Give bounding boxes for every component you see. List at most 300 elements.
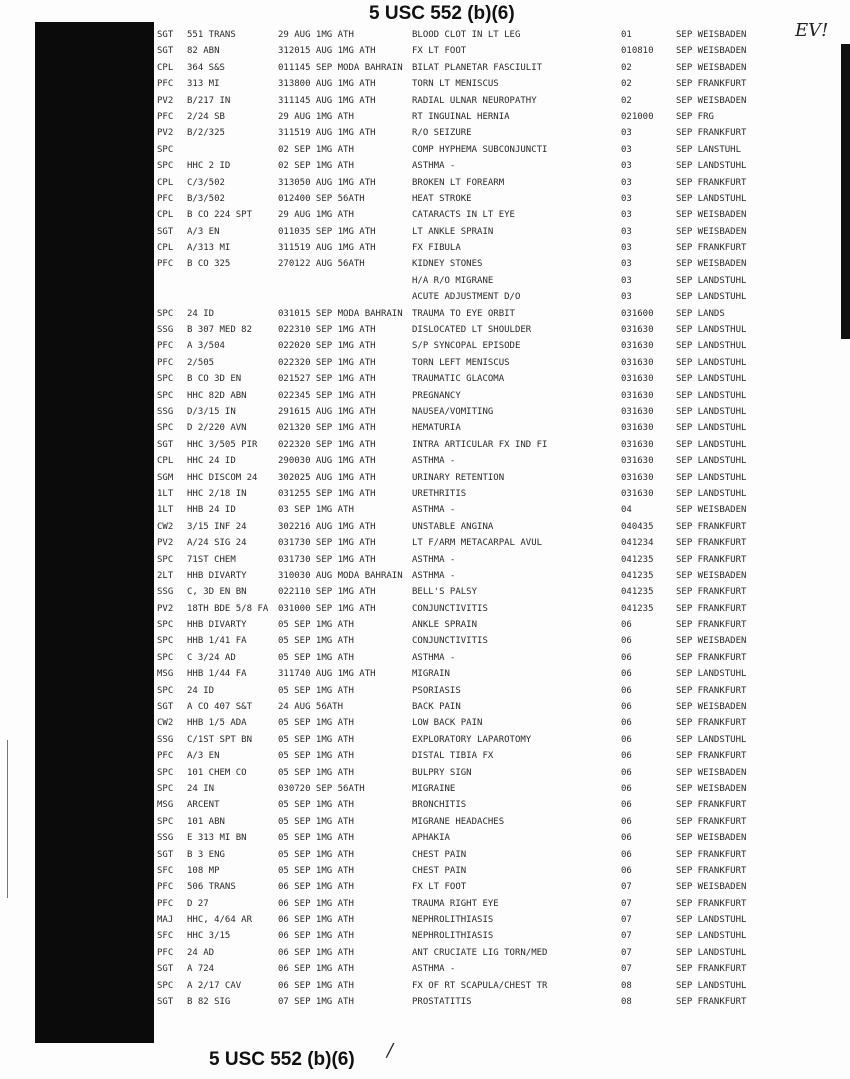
departure-date-cell: 031630 bbox=[621, 325, 654, 336]
departure-date-cell: 03 bbox=[621, 193, 632, 204]
arrival-date-cell: 05 SEP 1MG ATH bbox=[278, 800, 354, 811]
unit-cell: 18TH BDE 5/8 FA bbox=[187, 603, 269, 614]
arrival-date-cell: 311740 AUG 1MG ATH bbox=[278, 669, 376, 680]
departure-date-cell: 07 bbox=[621, 947, 632, 958]
departure-date-cell: 02 bbox=[621, 79, 632, 90]
table-row bbox=[0, 748, 850, 764]
rank-cell: SSG bbox=[157, 325, 174, 336]
destination-cell: SEP WEISBADEN bbox=[676, 636, 747, 647]
departure-date-cell: 07 bbox=[621, 964, 632, 975]
departure-date-cell: 08 bbox=[621, 980, 632, 991]
table-row bbox=[0, 535, 850, 551]
departure-date-cell: 03 bbox=[621, 275, 632, 286]
unit-cell: 313 MI bbox=[187, 79, 220, 90]
rank-cell: MSG bbox=[157, 669, 174, 680]
rank-cell: SPC bbox=[157, 652, 174, 663]
unit-cell: B/2/325 bbox=[187, 128, 225, 139]
departure-date-cell: 041235 bbox=[621, 587, 654, 598]
unit-cell: A/313 MI bbox=[187, 243, 231, 254]
destination-cell: SEP WEISBADEN bbox=[676, 210, 747, 221]
diagnosis-cell: MIGRAINE bbox=[412, 783, 456, 794]
rank-cell: PFC bbox=[157, 259, 174, 270]
unit-cell: HHB 1/41 FA bbox=[187, 636, 247, 647]
diagnosis-cell: NEPHROLITHIASIS bbox=[412, 915, 494, 926]
departure-date-cell: 06 bbox=[621, 734, 632, 745]
destination-cell: SEP FRANKFURT bbox=[676, 128, 747, 139]
departure-date-cell: 040435 bbox=[621, 521, 654, 532]
departure-date-cell: 06 bbox=[621, 718, 632, 729]
arrival-date-cell: 313800 AUG 1MG ATH bbox=[278, 79, 376, 90]
table-row bbox=[0, 191, 850, 207]
departure-date-cell: 06 bbox=[621, 685, 632, 696]
destination-cell: SEP WEISBADEN bbox=[676, 505, 747, 516]
unit-cell: HHC 82D ABN bbox=[187, 390, 247, 401]
unit-cell: HHB 1/5 ADA bbox=[187, 718, 247, 729]
departure-date-cell: 03 bbox=[621, 144, 632, 155]
destination-cell: SEP LANDSTUHL bbox=[676, 669, 747, 680]
destination-cell: SEP FRANKFURT bbox=[676, 587, 747, 598]
departure-date-cell: 031630 bbox=[621, 488, 654, 499]
departure-date-cell: 03 bbox=[621, 177, 632, 188]
patient-movement-table bbox=[0, 27, 850, 1010]
arrival-date-cell: 06 SEP 1MG ATH bbox=[278, 964, 354, 975]
departure-date-cell: 06 bbox=[621, 702, 632, 713]
arrival-date-cell: 06 SEP 1MG ATH bbox=[278, 931, 354, 942]
departure-date-cell: 06 bbox=[621, 783, 632, 794]
destination-cell: SEP LANDSTUHL bbox=[676, 734, 747, 745]
diagnosis-cell: CHEST PAIN bbox=[412, 849, 467, 860]
arrival-date-cell: 24 AUG 56ATH bbox=[278, 702, 344, 713]
table-row bbox=[0, 207, 850, 223]
table-row bbox=[0, 732, 850, 748]
destination-cell: SEP WEISBADEN bbox=[676, 259, 747, 270]
table-row bbox=[0, 93, 850, 109]
rank-cell: CPL bbox=[157, 456, 174, 467]
unit-cell: D 27 bbox=[187, 898, 209, 909]
unit-cell: HHB DIVARTY bbox=[187, 570, 247, 581]
arrival-date-cell: 06 SEP 1MG ATH bbox=[278, 898, 354, 909]
departure-date-cell: 06 bbox=[621, 669, 632, 680]
departure-date-cell: 06 bbox=[621, 636, 632, 647]
departure-date-cell: 021000 bbox=[621, 111, 654, 122]
arrival-date-cell: 05 SEP 1MG ATH bbox=[278, 833, 354, 844]
table-row bbox=[0, 306, 850, 322]
diagnosis-cell: ASTHMA - bbox=[412, 652, 456, 663]
destination-cell: SEP WEISBADEN bbox=[676, 30, 747, 40]
unit-cell: E 313 MI BN bbox=[187, 833, 247, 844]
arrival-date-cell: 06 SEP 1MG ATH bbox=[278, 882, 354, 893]
departure-date-cell: 031630 bbox=[621, 341, 654, 352]
rank-cell: PFC bbox=[157, 751, 174, 762]
unit-cell: A/3 EN bbox=[187, 751, 220, 762]
exemption-stamp-top: 5 USC 552 (b)(6) bbox=[369, 3, 515, 24]
table-row bbox=[0, 273, 850, 289]
rank-cell: PV2 bbox=[157, 95, 174, 106]
destination-cell: SEP FRANKFURT bbox=[676, 554, 747, 565]
destination-cell: SEP FRANKFURT bbox=[676, 865, 747, 876]
arrival-date-cell: 031730 SEP 1MG ATH bbox=[278, 554, 376, 565]
unit-cell: B/3/502 bbox=[187, 193, 225, 204]
arrival-date-cell: 06 SEP 1MG ATH bbox=[278, 980, 354, 991]
destination-cell: SEP FRANKFURT bbox=[676, 177, 747, 188]
table-row bbox=[0, 863, 850, 879]
destination-cell: SEP LANDSTUHL bbox=[676, 915, 747, 926]
unit-cell: C/3/502 bbox=[187, 177, 225, 188]
rank-cell: SPC bbox=[157, 161, 174, 172]
diagnosis-cell: ANT CRUCIATE LIG TORN/MED bbox=[412, 947, 548, 958]
rank-cell: SGT bbox=[157, 702, 174, 713]
destination-cell: SEP WEISBADEN bbox=[676, 702, 747, 713]
arrival-date-cell: 022320 SEP 1MG ATH bbox=[278, 357, 376, 368]
diagnosis-cell: CONJUNCTIVITIS bbox=[412, 603, 488, 614]
destination-cell: SEP LANDSTUHL bbox=[676, 374, 747, 385]
unit-cell: 101 ABN bbox=[187, 816, 225, 827]
arrival-date-cell: 05 SEP 1MG ATH bbox=[278, 652, 354, 663]
unit-cell: A 3/504 bbox=[187, 341, 225, 352]
arrival-date-cell: 05 SEP 1MG ATH bbox=[278, 816, 354, 827]
diagnosis-cell: FX FIBULA bbox=[412, 243, 461, 254]
arrival-date-cell: 06 SEP 1MG ATH bbox=[278, 947, 354, 958]
unit-cell: HHC 24 ID bbox=[187, 456, 236, 467]
rank-cell: SPC bbox=[157, 767, 174, 778]
arrival-date-cell: 02 SEP 1MG ATH bbox=[278, 161, 354, 172]
destination-cell: SEP LANDSTUHL bbox=[676, 423, 747, 434]
destination-cell: SEP WEISBADEN bbox=[676, 882, 747, 893]
departure-date-cell: 010810 bbox=[621, 46, 654, 57]
departure-date-cell: 041235 bbox=[621, 554, 654, 565]
diagnosis-cell: ASTHMA - bbox=[412, 964, 456, 975]
arrival-date-cell: 05 SEP 1MG ATH bbox=[278, 767, 354, 778]
table-row bbox=[0, 437, 850, 453]
rank-cell: SPC bbox=[157, 816, 174, 827]
departure-date-cell: 031630 bbox=[621, 456, 654, 467]
diagnosis-cell: RADIAL ULNAR NEUROPATHY bbox=[412, 95, 537, 106]
rank-cell: SPC bbox=[157, 685, 174, 696]
diagnosis-cell: MIGRAIN bbox=[412, 669, 450, 680]
rank-cell: CW2 bbox=[157, 521, 174, 532]
diagnosis-cell: PSORIASIS bbox=[412, 685, 461, 696]
rank-cell: PFC bbox=[157, 341, 174, 352]
departure-date-cell: 07 bbox=[621, 898, 632, 909]
diagnosis-cell: S/P SYNCOPAL EPISODE bbox=[412, 341, 521, 352]
rank-cell: SPC bbox=[157, 636, 174, 647]
rank-cell: PFC bbox=[157, 111, 174, 122]
destination-cell: SEP LANDSTHUL bbox=[676, 325, 747, 336]
table-row bbox=[0, 322, 850, 338]
departure-date-cell: 031630 bbox=[621, 390, 654, 401]
table-row bbox=[0, 224, 850, 240]
rank-cell: PFC bbox=[157, 193, 174, 204]
rank-cell: SPC bbox=[157, 980, 174, 991]
table-row bbox=[0, 650, 850, 666]
table-row bbox=[0, 502, 850, 518]
rank-cell: SFC bbox=[157, 931, 174, 942]
table-row bbox=[0, 388, 850, 404]
rank-cell: 2LT bbox=[157, 570, 174, 581]
rank-cell: SGT bbox=[157, 964, 174, 975]
unit-cell: A CO 407 S&T bbox=[187, 702, 253, 713]
diagnosis-cell: ACUTE ADJUSTMENT D/O bbox=[412, 292, 521, 303]
rank-cell: CPL bbox=[157, 243, 174, 254]
unit-cell: 506 TRANS bbox=[187, 882, 236, 893]
unit-cell: 24 ID bbox=[187, 685, 215, 696]
arrival-date-cell: 030720 SEP 56ATH bbox=[278, 783, 365, 794]
rank-cell: CPL bbox=[157, 62, 174, 73]
table-row bbox=[0, 470, 850, 486]
destination-cell: SEP WEISBADEN bbox=[676, 833, 747, 844]
destination-cell: SEP WEISBADEN bbox=[676, 226, 747, 237]
unit-cell: 82 ABN bbox=[187, 46, 220, 57]
departure-date-cell: 01 bbox=[621, 30, 632, 40]
rank-cell: SPC bbox=[157, 554, 174, 565]
arrival-date-cell: 311519 AUG 1MG ATH bbox=[278, 128, 376, 139]
unit-cell: 108 MP bbox=[187, 865, 220, 876]
destination-cell: SEP FRANKFURT bbox=[676, 964, 747, 975]
table-row bbox=[0, 928, 850, 944]
diagnosis-cell: BELL'S PALSY bbox=[412, 587, 478, 598]
unit-cell: HHC 3/505 PIR bbox=[187, 439, 258, 450]
unit-cell: B 307 MED 82 bbox=[187, 325, 253, 336]
arrival-date-cell: 021320 SEP 1MG ATH bbox=[278, 423, 376, 434]
unit-cell: HHB 1/44 FA bbox=[187, 669, 247, 680]
table-row bbox=[0, 519, 850, 535]
arrival-date-cell: 312015 AUG 1MG ATH bbox=[278, 46, 376, 57]
departure-date-cell: 06 bbox=[621, 620, 632, 631]
unit-cell: 101 CHEM CO bbox=[187, 767, 247, 778]
table-row bbox=[0, 43, 850, 59]
unit-cell: B 82 SIG bbox=[187, 997, 231, 1008]
rank-cell: SGT bbox=[157, 226, 174, 237]
departure-date-cell: 02 bbox=[621, 62, 632, 73]
table-row bbox=[0, 617, 850, 633]
unit-cell: C, 3D EN BN bbox=[187, 587, 247, 598]
arrival-date-cell: 29 AUG 1MG ATH bbox=[278, 111, 354, 122]
arrival-date-cell: 29 AUG 1MG ATH bbox=[278, 30, 354, 40]
arrival-date-cell: 03 SEP 1MG ATH bbox=[278, 505, 354, 516]
destination-cell: SEP LANDSTUHL bbox=[676, 193, 747, 204]
diagnosis-cell: FX LT FOOT bbox=[412, 882, 467, 893]
destination-cell: SEP LANDSTUHL bbox=[676, 439, 747, 450]
arrival-date-cell: 031000 SEP 1MG ATH bbox=[278, 603, 376, 614]
destination-cell: SEP FRANKFURT bbox=[676, 603, 747, 614]
unit-cell: A/3 EN bbox=[187, 226, 220, 237]
departure-date-cell: 06 bbox=[621, 816, 632, 827]
unit-cell: C/1ST SPT BN bbox=[187, 734, 253, 745]
departure-date-cell: 06 bbox=[621, 849, 632, 860]
diagnosis-cell: DISTAL TIBIA FX bbox=[412, 751, 494, 762]
rank-cell: PFC bbox=[157, 357, 174, 368]
diagnosis-cell: EXPLORATORY LAPAROTOMY bbox=[412, 734, 532, 745]
arrival-date-cell: 06 SEP 1MG ATH bbox=[278, 915, 354, 926]
rank-cell: SSG bbox=[157, 587, 174, 598]
diagnosis-cell: NEPHROLITHIASIS bbox=[412, 931, 494, 942]
rank-cell: SPC bbox=[157, 374, 174, 385]
arrival-date-cell: 270122 AUG 56ATH bbox=[278, 259, 365, 270]
destination-cell: SEP LANDSTUHL bbox=[676, 357, 747, 368]
diagnosis-cell: TORN LT MENISCUS bbox=[412, 79, 499, 90]
destination-cell: SEP LANDSTHUL bbox=[676, 341, 747, 352]
table-row bbox=[0, 633, 850, 649]
departure-date-cell: 03 bbox=[621, 292, 632, 303]
rank-cell: SSG bbox=[157, 833, 174, 844]
departure-date-cell: 03 bbox=[621, 128, 632, 139]
table-row bbox=[0, 879, 850, 895]
table-row bbox=[0, 568, 850, 584]
unit-cell: HHB 24 ID bbox=[187, 505, 236, 516]
diagnosis-cell: HEAT STROKE bbox=[412, 193, 472, 204]
unit-cell: HHC 3/15 bbox=[187, 931, 231, 942]
departure-date-cell: 031630 bbox=[621, 439, 654, 450]
destination-cell: SEP LANDSTUHL bbox=[676, 980, 747, 991]
arrival-date-cell: 021527 SEP 1MG ATH bbox=[278, 374, 376, 385]
destination-cell: SEP FRG bbox=[676, 111, 714, 122]
destination-cell: SEP WEISBADEN bbox=[676, 767, 747, 778]
arrival-date-cell: 05 SEP 1MG ATH bbox=[278, 718, 354, 729]
unit-cell: 551 TRANS bbox=[187, 30, 236, 40]
destination-cell: SEP FRANKFURT bbox=[676, 79, 747, 90]
rank-cell: 1LT bbox=[157, 505, 174, 516]
table-row bbox=[0, 715, 850, 731]
rank-cell: PFC bbox=[157, 79, 174, 90]
destination-cell: SEP FRANKFURT bbox=[676, 718, 747, 729]
exemption-stamp-bottom: 5 USC 552 (b)(6) bbox=[209, 1049, 355, 1070]
departure-date-cell: 02 bbox=[621, 95, 632, 106]
departure-date-cell: 07 bbox=[621, 915, 632, 926]
rank-cell: SPC bbox=[157, 620, 174, 631]
rank-cell: PV2 bbox=[157, 128, 174, 139]
diagnosis-cell: H/A R/O MIGRANE bbox=[412, 275, 494, 286]
rank-cell: MAJ bbox=[157, 915, 174, 926]
arrival-date-cell: 05 SEP 1MG ATH bbox=[278, 849, 354, 860]
diagnosis-cell: PROSTATITIS bbox=[412, 997, 472, 1008]
unit-cell: B/217 IN bbox=[187, 95, 231, 106]
diagnosis-cell: ASTHMA - bbox=[412, 505, 456, 516]
unit-cell: C 3/24 AD bbox=[187, 652, 236, 663]
unit-cell: 364 S&S bbox=[187, 62, 225, 73]
table-row bbox=[0, 142, 850, 158]
table-row bbox=[0, 355, 850, 371]
arrival-date-cell: 291615 AUG 1MG ATH bbox=[278, 406, 376, 417]
table-row bbox=[0, 175, 850, 191]
arrival-date-cell: 07 SEP 1MG ATH bbox=[278, 997, 354, 1008]
unit-cell: A 2/17 CAV bbox=[187, 980, 242, 991]
rank-cell: PFC bbox=[157, 882, 174, 893]
departure-date-cell: 03 bbox=[621, 243, 632, 254]
destination-cell: SEP FRANKFURT bbox=[676, 997, 747, 1008]
rank-cell: SGT bbox=[157, 46, 174, 57]
departure-date-cell: 031630 bbox=[621, 406, 654, 417]
table-row bbox=[0, 666, 850, 682]
destination-cell: SEP LANDSTUHL bbox=[676, 275, 747, 286]
departure-date-cell: 041235 bbox=[621, 570, 654, 581]
destination-cell: SEP FRANKFURT bbox=[676, 243, 747, 254]
arrival-date-cell: 302025 AUG 1MG ATH bbox=[278, 472, 376, 483]
rank-cell: SSG bbox=[157, 406, 174, 417]
destination-cell: SEP WEISBADEN bbox=[676, 62, 747, 73]
rank-cell: SPC bbox=[157, 308, 174, 319]
arrival-date-cell: 022110 SEP 1MG ATH bbox=[278, 587, 376, 598]
diagnosis-cell: R/O SEIZURE bbox=[412, 128, 472, 139]
diagnosis-cell: MIGRANE HEADACHES bbox=[412, 816, 505, 827]
rank-cell: SSG bbox=[157, 734, 174, 745]
table-row bbox=[0, 486, 850, 502]
table-row bbox=[0, 601, 850, 617]
diagnosis-cell: ASTHMA - bbox=[412, 554, 456, 565]
table-row bbox=[0, 338, 850, 354]
departure-date-cell: 06 bbox=[621, 652, 632, 663]
departure-date-cell: 031630 bbox=[621, 423, 654, 434]
arrival-date-cell: 012400 SEP 56ATH bbox=[278, 193, 365, 204]
departure-date-cell: 07 bbox=[621, 882, 632, 893]
table-row bbox=[0, 404, 850, 420]
destination-cell: SEP LANDSTUHL bbox=[676, 161, 747, 172]
rank-cell: SPC bbox=[157, 423, 174, 434]
arrival-date-cell: 290030 AUG 1MG ATH bbox=[278, 456, 376, 467]
arrival-date-cell: 031255 SEP 1MG ATH bbox=[278, 488, 376, 499]
destination-cell: SEP LANDSTUHL bbox=[676, 390, 747, 401]
table-row bbox=[0, 289, 850, 305]
departure-date-cell: 06 bbox=[621, 751, 632, 762]
table-row bbox=[0, 109, 850, 125]
unit-cell: B CO 3D EN bbox=[187, 374, 242, 385]
unit-cell: 24 IN bbox=[187, 783, 215, 794]
rank-cell: SFC bbox=[157, 865, 174, 876]
destination-cell: SEP FRANKFURT bbox=[676, 685, 747, 696]
unit-cell: B CO 224 SPT bbox=[187, 210, 253, 221]
departure-date-cell: 031630 bbox=[621, 472, 654, 483]
arrival-date-cell: 011145 SEP MODA BAHRAIN bbox=[278, 62, 403, 73]
arrival-date-cell: 302216 AUG 1MG ATH bbox=[278, 521, 376, 532]
rank-cell: SGT bbox=[157, 439, 174, 450]
rank-cell: SGT bbox=[157, 849, 174, 860]
rank-cell: SPC bbox=[157, 390, 174, 401]
unit-cell: 71ST CHEM bbox=[187, 554, 236, 565]
table-row bbox=[0, 830, 850, 846]
table-row bbox=[0, 945, 850, 961]
destination-cell: SEP WEISBADEN bbox=[676, 570, 747, 581]
rank-cell: CPL bbox=[157, 210, 174, 221]
diagnosis-cell: HEMATURIA bbox=[412, 423, 461, 434]
handwritten-initials: EV! bbox=[795, 20, 829, 41]
rank-cell: SGT bbox=[157, 997, 174, 1008]
diagnosis-cell: ASTHMA - bbox=[412, 456, 456, 467]
diagnosis-cell: TRAUMATIC GLACOMA bbox=[412, 374, 505, 385]
diagnosis-cell: INTRA ARTICULAR FX IND FI bbox=[412, 439, 548, 450]
diagnosis-cell: TRAUMA RIGHT EYE bbox=[412, 898, 499, 909]
diagnosis-cell: LOW BACK PAIN bbox=[412, 718, 483, 729]
arrival-date-cell: 311145 AUG 1MG ATH bbox=[278, 95, 376, 106]
rank-cell: SPC bbox=[157, 783, 174, 794]
table-row bbox=[0, 584, 850, 600]
unit-cell: HHC DISCOM 24 bbox=[187, 472, 258, 483]
destination-cell: SEP WEISBADEN bbox=[676, 95, 747, 106]
arrival-date-cell: 05 SEP 1MG ATH bbox=[278, 751, 354, 762]
destination-cell: SEP FRANKFURT bbox=[676, 898, 747, 909]
unit-cell: 3/15 INF 24 bbox=[187, 521, 247, 532]
table-row bbox=[0, 60, 850, 76]
destination-cell: SEP LANDSTUHL bbox=[676, 947, 747, 958]
destination-cell: SEP FRANKFURT bbox=[676, 538, 747, 549]
unit-cell: 24 ID bbox=[187, 308, 215, 319]
table-row bbox=[0, 765, 850, 781]
diagnosis-cell: TRAUMA TO EYE ORBIT bbox=[412, 308, 515, 319]
departure-date-cell: 031630 bbox=[621, 357, 654, 368]
table-row bbox=[0, 912, 850, 928]
diagnosis-cell: ASTHMA - bbox=[412, 570, 456, 581]
destination-cell: SEP LANDSTUHL bbox=[676, 472, 747, 483]
destination-cell: SEP WEISBADEN bbox=[676, 46, 747, 57]
table-row bbox=[0, 125, 850, 141]
